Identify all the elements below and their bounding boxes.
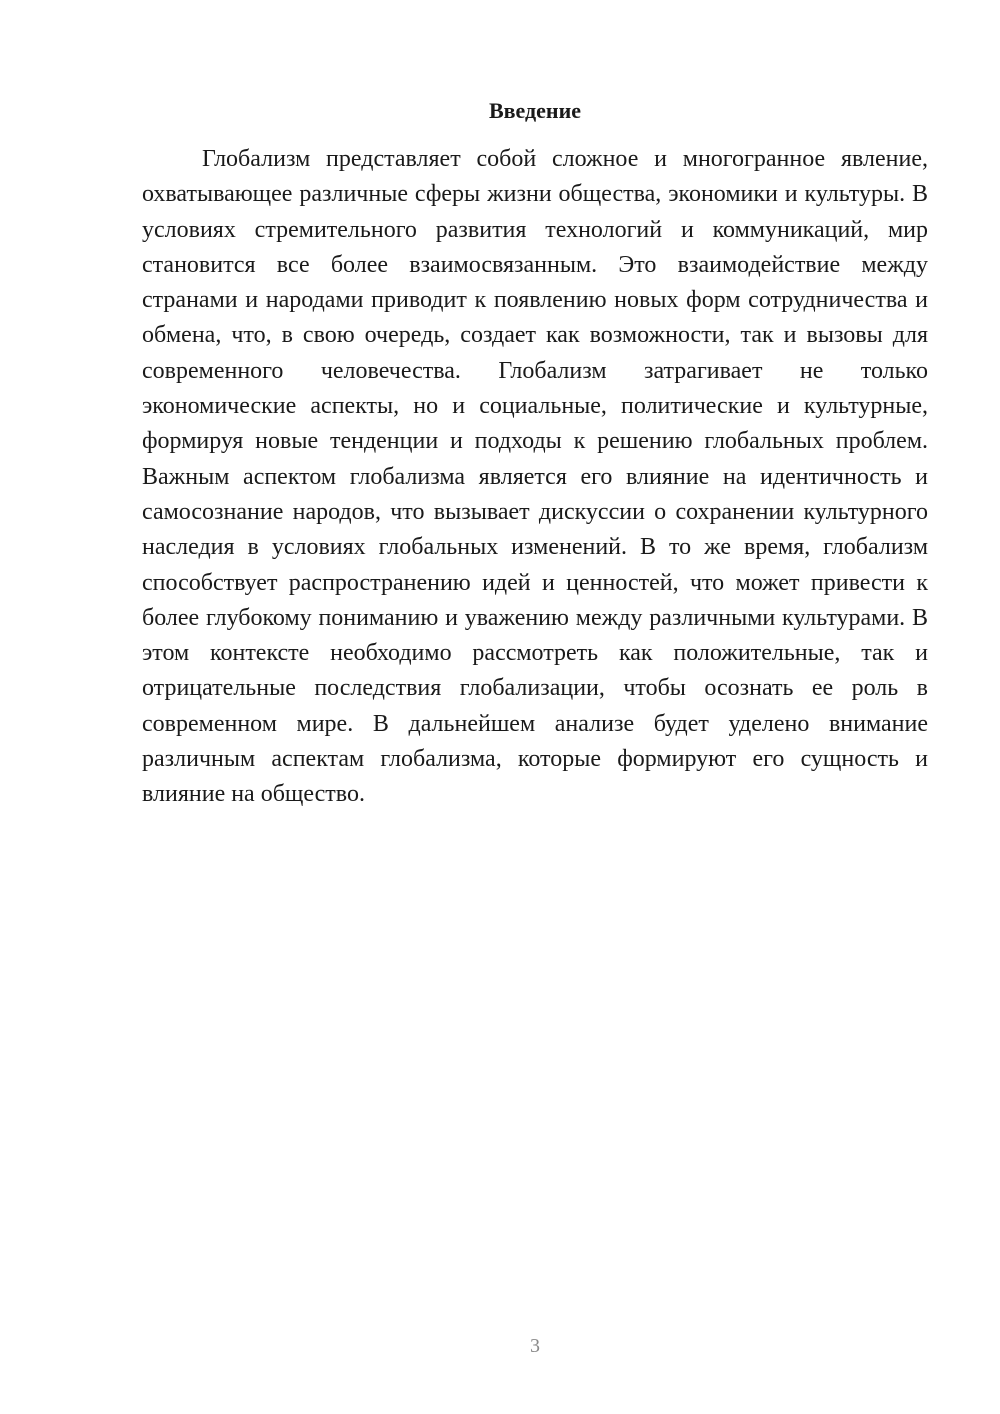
section-heading: Введение	[488, 98, 582, 123]
page-number: 3	[530, 1335, 540, 1357]
body-paragraph: Глобализм представляет собой сложное и многогранное явление, охватывающее различные сферы жизни общества, экономики и культуры. В условиях стремительного развития технологий и коммуникаций, мир становится все более взаимосвязанным. Это взаимодействие между странами и народами приводит к появлению новых форм сотрудничества и обмена, что, в свою очередь, создает как возможности, так и вызовы для современного человечества. Глобализм затрагивает не только экономические аспекты, но и социальные, политические и культурные, формируя новые тенденции и подходы к решению глобальных проблем. Важным аспектом глобализма является его влияние на идентичность и самосознание народов, что вызывает дискуссии о сохранении культурного наследия в условиях глобальных изменений. В то же время, глобализм способствует распространению идей и ценностей, что может привести к более глубокому пониманию и уважению между различными культурами. В этом контексте необходимо рассмотреть как положительные, так и отрицательные последствия глобализации, чтобы осознать ее роль в современном мире. В дальнейшем анализе будет уделено внимание различным аспектам глобализма, которые формируют его сущность и влияние на общество.	[142, 146, 928, 808]
